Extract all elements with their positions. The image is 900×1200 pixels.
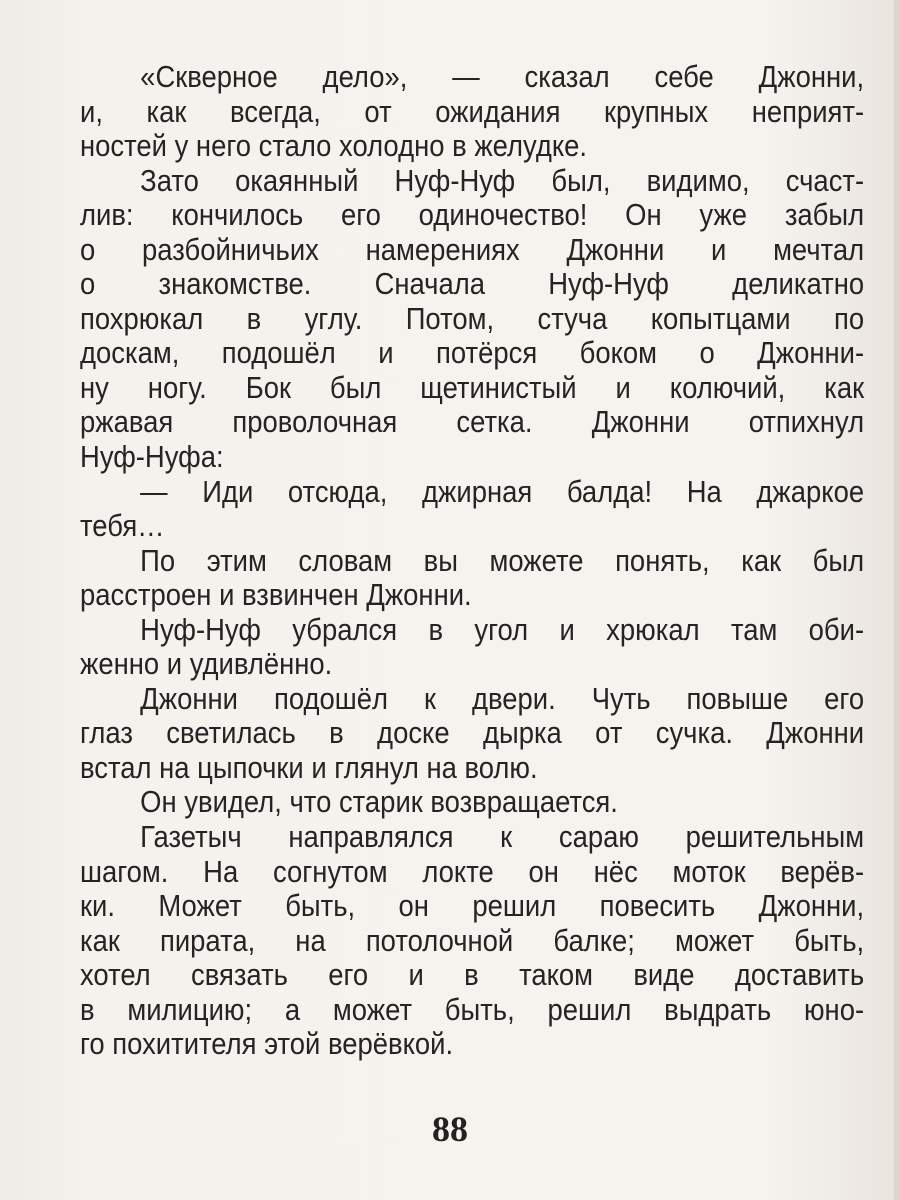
text-line: Нуф-Нуфа: bbox=[80, 439, 224, 475]
text-line: го похитителя этой верёвкой. bbox=[80, 1026, 454, 1062]
text-line: шагом. На согнутом локте он нёс моток верёв- bbox=[80, 853, 865, 889]
text-line: Зато окаянный Нуф-Нуф был, видимо, счаст- bbox=[140, 162, 865, 198]
text-line: доскам, подошёл и потёрся боком о Джонни- bbox=[80, 335, 865, 371]
text-line: как пирата, на потолочной балке; может быть, bbox=[80, 922, 865, 958]
text-line: женно и удивлённо. bbox=[80, 646, 333, 682]
page-edge bbox=[894, 0, 900, 1200]
text-line: «Скверное дело», — сказал себе Джонни, bbox=[140, 59, 865, 94]
text-line: тебя… bbox=[80, 508, 165, 544]
text-line: ржавая проволочная сетка. Джонни отпихнул bbox=[80, 404, 865, 440]
text-line: глаз светилась в доске дырка от сучка. Джонни bbox=[80, 715, 865, 751]
page-number: 88 bbox=[432, 1109, 468, 1149]
text-line: ностей у него стало холодно в желудке. bbox=[80, 128, 588, 164]
text-line: хотел связать его и в таком виде доставить bbox=[80, 957, 865, 993]
text-line: о разбойничьих намерениях Джонни и мечтал bbox=[80, 231, 865, 267]
text-line: Джонни подошёл к двери. Чуть повыше его bbox=[140, 680, 865, 716]
text-line: — Иди отсюда, джирная балда! На джаркое bbox=[140, 473, 865, 509]
body-text bbox=[80, 60, 864, 1062]
text-line: и, как всегда, от ожидания крупных неприят- bbox=[80, 93, 865, 129]
text-line: ки. Может быть, он решил повесить Джонни, bbox=[80, 888, 865, 924]
text-line: похрюкал в углу. Потом, стуча копытцами по bbox=[80, 300, 865, 336]
text-line: о знакомстве. Сначала Нуф-Нуф деликатно bbox=[80, 266, 865, 302]
text-line: ну ногу. Бок был щетинистый и колючий, как bbox=[80, 369, 865, 405]
text-line: встал на цыпочки и глянул на волю. bbox=[80, 749, 538, 785]
text-line: Газетыч направлялся к сараю решительным bbox=[140, 819, 865, 855]
text-line: По этим словам вы можете понять, как был bbox=[140, 542, 865, 578]
text-line: в милицию; а может быть, решил выдрать юно- bbox=[80, 991, 865, 1027]
text-line: расстроен и взвинчен Джонни. bbox=[80, 577, 472, 613]
text-line: Нуф-Нуф убрался в угол и хрюкал там оби- bbox=[140, 611, 865, 647]
text-line: Он увидел, что старик возвращается. bbox=[140, 784, 618, 820]
text-line: лив: кончилось его одиночество! Он уже забыл bbox=[80, 197, 865, 233]
